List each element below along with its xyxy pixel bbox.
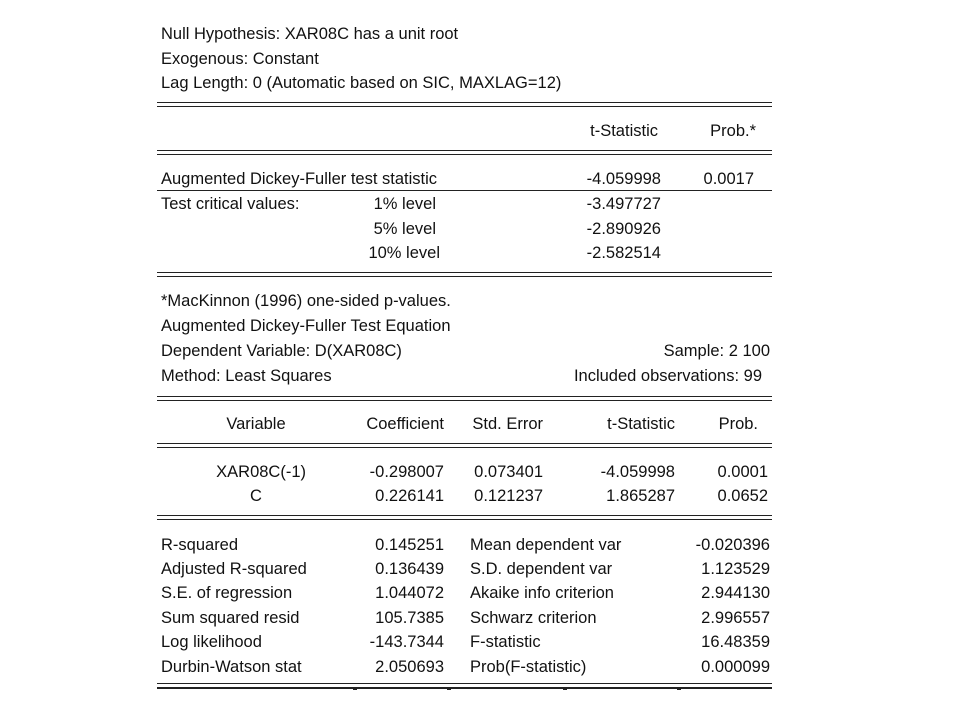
- null-hypothesis: Null Hypothesis: XAR08C has a unit root: [161, 25, 459, 43]
- critical-value: -2.890926: [586, 220, 661, 238]
- coef-bottom-rule: [157, 515, 772, 516]
- stat-value: 0.136439: [375, 560, 444, 578]
- stat-value: 0.000099: [701, 658, 770, 676]
- adf-col-prob: Prob.*: [710, 122, 756, 140]
- dependent-variable: Dependent Variable: D(XAR08C): [161, 342, 402, 360]
- coef-bottom-rule-2: [157, 519, 772, 520]
- coef-col-stderror: Std. Error: [472, 415, 543, 433]
- stat-value: 2.944130: [701, 584, 770, 602]
- stat-value: 0.145251: [375, 536, 444, 554]
- stat-value: 105.7385: [375, 609, 444, 627]
- coef-header-rule: [157, 443, 772, 444]
- stat-value: -143.7344: [369, 633, 444, 651]
- coef-variable: XAR08C(-1): [216, 463, 306, 481]
- critical-level: 1% level: [373, 195, 436, 213]
- coef-coefficient: 0.226141: [375, 487, 444, 505]
- coef-col-variable: Variable: [226, 415, 286, 433]
- column-tick-mark: [353, 687, 357, 690]
- critical-level: 10% level: [368, 244, 440, 262]
- coef-header-rule-2: [157, 447, 772, 448]
- stat-label: F-statistic: [470, 633, 541, 651]
- method-line: Method: Least Squares: [161, 367, 332, 385]
- coef-col-coefficient: Coefficient: [366, 415, 444, 433]
- stat-value: 1.044072: [375, 584, 444, 602]
- coef-stderror: 0.073401: [474, 463, 543, 481]
- stat-value: 2.050693: [375, 658, 444, 676]
- adf-stat-value: -4.059998: [586, 170, 661, 188]
- equation-title: Augmented Dickey-Fuller Test Equation: [161, 317, 451, 335]
- sample-range: Sample: 2 100: [663, 342, 770, 360]
- stat-label: Akaike info criterion: [470, 584, 614, 602]
- stat-label: S.E. of regression: [161, 584, 293, 602]
- critical-value: -2.582514: [586, 244, 661, 262]
- coef-table-top-rule: [157, 396, 772, 397]
- adf-stat-rule: [157, 190, 772, 191]
- stat-label: Schwarz criterion: [470, 609, 597, 627]
- stat-value: 1.123529: [701, 560, 770, 578]
- adf-header-rule-2: [157, 154, 772, 155]
- included-observations: Included observations: 99: [573, 367, 762, 385]
- coef-tstat: -4.059998: [600, 463, 675, 481]
- stat-label: S.D. dependent var: [470, 560, 613, 578]
- coef-prob: 0.0652: [717, 487, 768, 505]
- column-tick-mark: [447, 687, 451, 690]
- critical-value: -3.497727: [586, 195, 661, 213]
- stat-label: R-squared: [161, 536, 239, 554]
- adf-table-top-rule: [157, 102, 772, 103]
- stats-bottom-rule: [157, 683, 772, 684]
- coef-col-tstat: t-Statistic: [607, 415, 675, 433]
- coef-tstat: 1.865287: [606, 487, 675, 505]
- exogenous-line: Exogenous: Constant: [161, 50, 319, 68]
- stat-label: Mean dependent var: [470, 536, 622, 554]
- coef-table-top-rule-2: [157, 400, 772, 401]
- adf-table-top-rule-2: [157, 106, 772, 107]
- stat-label: Adjusted R-squared: [161, 560, 307, 578]
- coef-prob: 0.0001: [717, 463, 768, 481]
- adf-stat-prob: 0.0017: [703, 170, 754, 188]
- column-tick-mark: [677, 687, 681, 690]
- stat-label: Prob(F-statistic): [470, 658, 587, 676]
- stat-label: Durbin-Watson stat: [161, 658, 302, 676]
- stat-label: Log likelihood: [161, 633, 262, 651]
- stat-value: -0.020396: [695, 536, 770, 554]
- adf-header-rule: [157, 150, 772, 151]
- column-tick-mark: [563, 687, 567, 690]
- stat-value: 2.996557: [701, 609, 770, 627]
- stat-value: 16.48359: [701, 633, 770, 651]
- critical-values-label: Test critical values:: [161, 195, 300, 213]
- adf-col-tstat: t-Statistic: [590, 122, 658, 140]
- mackinnon-note: *MacKinnon (1996) one-sided p-values.: [161, 292, 451, 310]
- adf-bottom-rule-2: [157, 276, 772, 277]
- stat-label: Sum squared resid: [161, 609, 300, 627]
- adf-bottom-rule: [157, 272, 772, 273]
- coef-stderror: 0.121237: [474, 487, 543, 505]
- coef-variable: C: [250, 487, 262, 505]
- coef-coefficient: -0.298007: [369, 463, 444, 481]
- lag-length-line: Lag Length: 0 (Automatic based on SIC, MAXLAG=12): [161, 74, 562, 92]
- adf-stat-label: Augmented Dickey-Fuller test statistic: [161, 170, 438, 188]
- coef-col-prob: Prob.: [718, 415, 758, 433]
- critical-level: 5% level: [373, 220, 436, 238]
